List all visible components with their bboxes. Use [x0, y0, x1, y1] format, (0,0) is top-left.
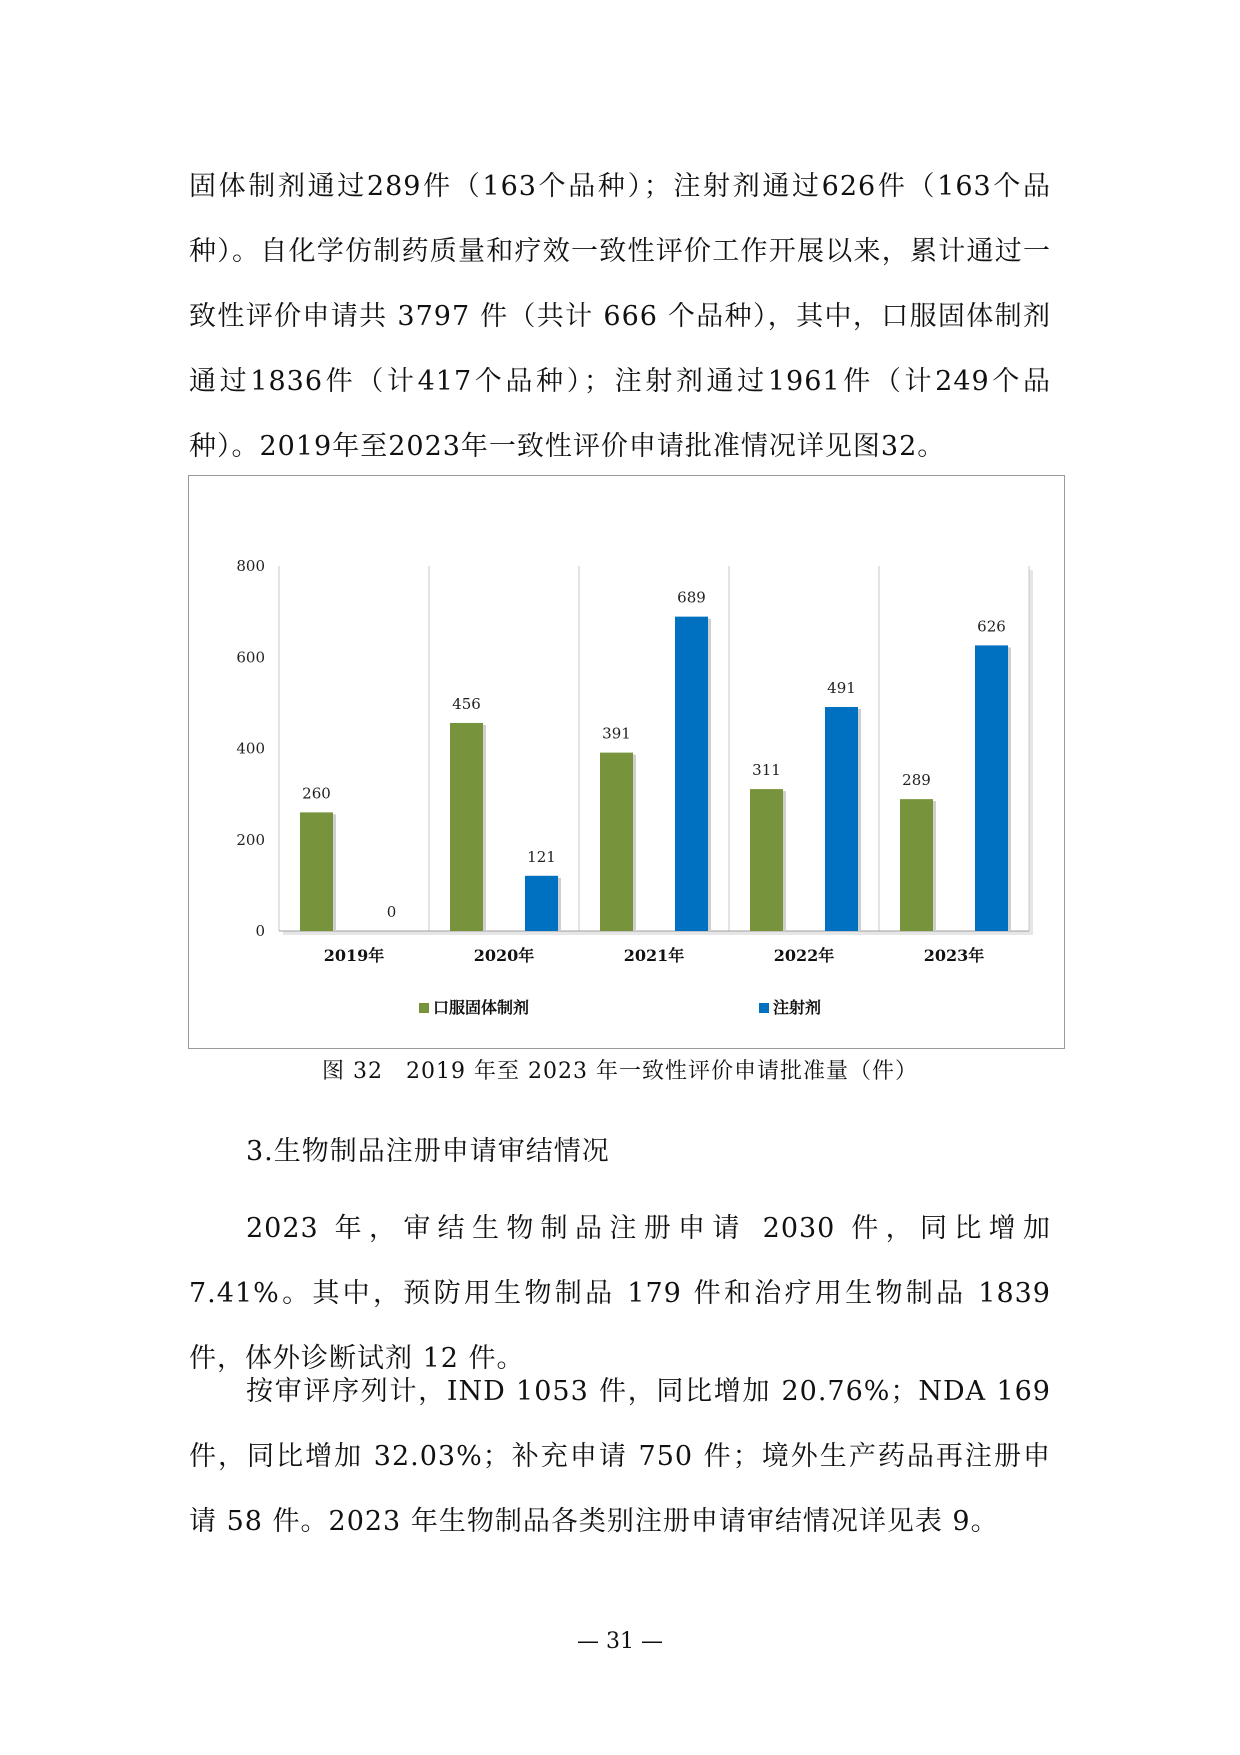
y-tick-label: 200: [236, 830, 265, 849]
bar: [600, 753, 633, 931]
bar: [975, 645, 1008, 931]
bar-chart-figure: [188, 475, 1065, 1049]
paragraph-approval-summary: 固体制剂通过289件（163个品种）；注射剂通过626件（163个品种）。自化学仿制药质量和疗效一致性评价工作开展以来，累计通过一致性评价申请共 3797 件（共计 666 个品种），其中，口服固体制剂通过1836件（计417个品种）；注射剂通过1961件（计249个品种）。2019年至2023年一致性评价申请批准情况详见图32。: [189, 171, 1051, 462]
x-tick-label: 2019年: [323, 946, 385, 965]
data-label: 311: [752, 761, 781, 780]
y-tick-label: 800: [236, 557, 265, 575]
bar: [900, 799, 933, 931]
figure-caption: 图 32 2019 年至 2023 年一致性评价申请批准量（件）: [322, 1059, 918, 1084]
bar: [675, 617, 708, 931]
bar: [450, 723, 483, 931]
bar: [525, 876, 558, 931]
data-label: 689: [677, 588, 706, 607]
y-tick-label: 0: [255, 922, 265, 940]
x-tick-label: 2022年: [773, 946, 835, 965]
data-label: 121: [527, 847, 556, 866]
data-label: 456: [452, 694, 481, 713]
data-label: 289: [902, 771, 931, 790]
legend-label: 口服固体制剂: [433, 998, 530, 1017]
x-tick-label: 2020年: [473, 946, 535, 965]
data-label: 491: [827, 678, 856, 697]
paragraph-review-sequence: 按审评序列计，IND 1053 件，同比增加 20.76%；NDA 169 件，同比增加 32.03%；补充申请 750 件；境外生产药品再注册申请 58 件。2023 年生物制品各类别注册申请审结情况详见表 9。: [189, 1376, 1051, 1537]
bar: [750, 789, 783, 931]
y-tick-label: 600: [236, 648, 265, 667]
data-label: 0: [386, 903, 397, 921]
x-tick-label: 2021年: [623, 946, 685, 965]
legend-swatch: [759, 1003, 769, 1013]
legend-swatch: [419, 1003, 429, 1013]
x-tick-label: 2023年: [923, 946, 985, 965]
paragraph-biologics-summary: 2023 年，审结生物制品注册申请 2030 件，同比增加 7.41%。其中，预防用生物制品 179 件和治疗用生物制品 1839 件，体外诊断试剂 12 件。: [189, 1213, 1051, 1374]
bar: [825, 707, 858, 931]
bar-chart: [189, 476, 1064, 1048]
data-label: 260: [302, 784, 331, 803]
page-number: — 31 —: [577, 1629, 663, 1654]
legend-label: 注射剂: [773, 998, 822, 1017]
data-label: 626: [977, 617, 1006, 636]
data-label: 391: [602, 724, 631, 743]
section-heading: 3.生物制品注册申请审结情况: [246, 1136, 610, 1167]
bar: [300, 812, 333, 931]
y-tick-label: 400: [236, 739, 265, 758]
